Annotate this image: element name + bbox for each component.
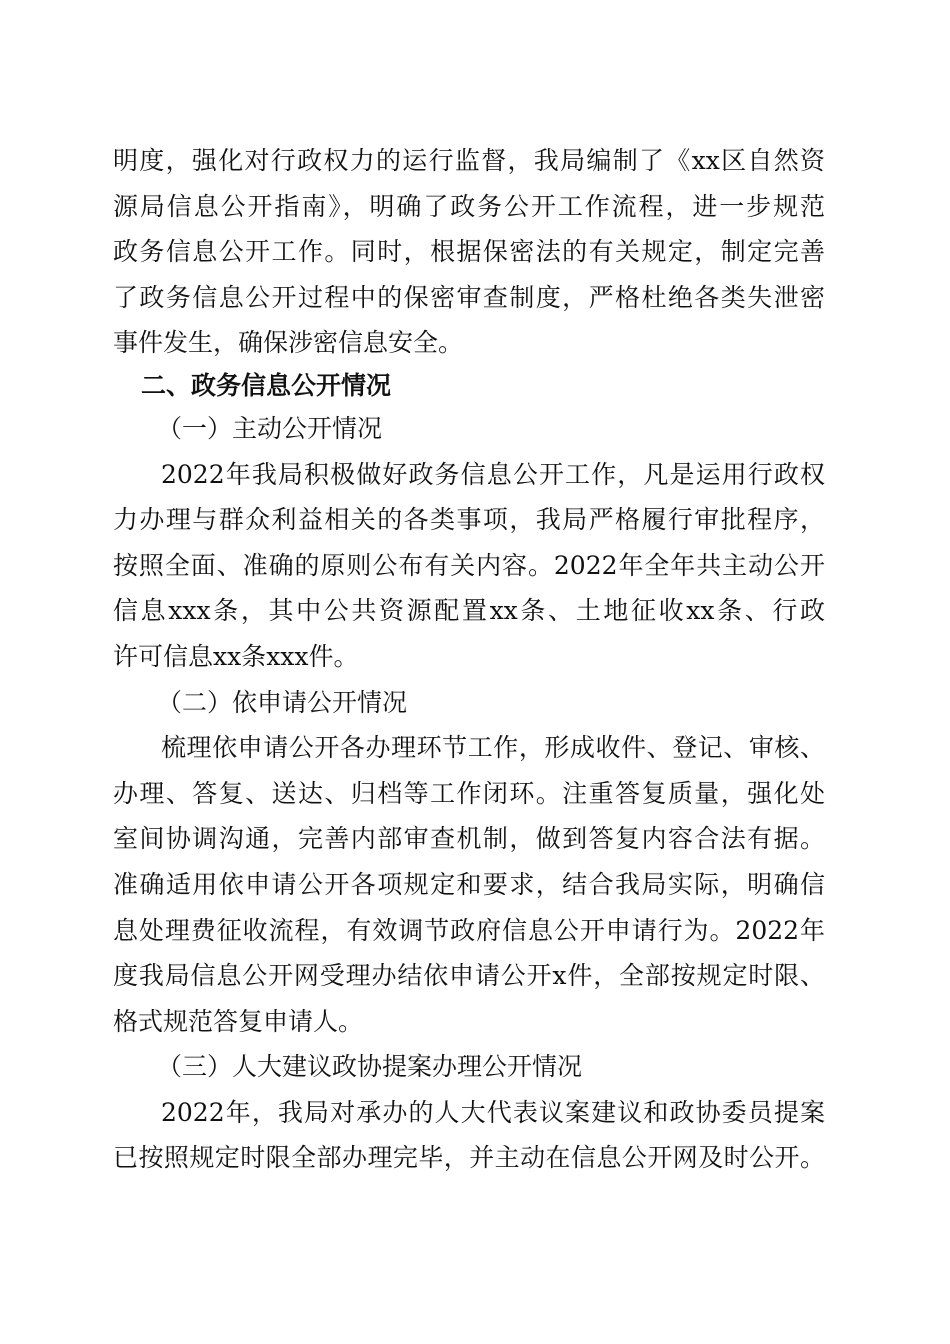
text-line: 息处理费征收流程，有效调节政府信息公开申请行为。2022年: [113, 915, 825, 945]
text-line: 许可信息xx条xxx件。: [113, 641, 359, 671]
text-line: 事件发生，确保涉密信息安全。: [113, 328, 464, 358]
subsection-heading: （三）人大建议政协提案办理公开情况: [157, 1052, 583, 1082]
text-line: 政务信息公开工作。同时，根据保密法的有关规定，制定完善: [113, 237, 825, 267]
text-line: 明度，强化对行政权力的运行监督，我局编制了《xx区自然资: [113, 146, 825, 175]
text-line: 2022年我局积极做好政务信息公开工作，凡是运用行政权: [161, 459, 825, 489]
subsection-heading: （二）依申请公开情况: [157, 687, 408, 717]
text-line: 梳理依申请公开各办理环节工作，形成收件、登记、审核、: [161, 733, 825, 763]
text-line: 室间协调沟通，完善内部审查机制，做到答复内容合法有据。: [113, 824, 825, 854]
text-line: 按照全面、准确的原则公布有关内容。2022年全年共主动公开: [113, 550, 825, 580]
text-line: 办理、答复、送达、归档等工作闭环。注重答复质量，强化处: [113, 778, 825, 808]
text-line: 格式规范答复申请人。: [113, 1006, 364, 1036]
text-line: 度我局信息公开网受理办结依申请公开x件，全部按规定时限、: [113, 961, 825, 991]
section-heading: 二、政务信息公开情况: [141, 370, 392, 400]
text-line: 准确适用依申请公开各项规定和要求，结合我局实际，明确信: [113, 869, 825, 899]
text-line: 信息xxx条，其中公共资源配置xx条、土地征收xx条、行政: [113, 596, 825, 626]
text-line: 源局信息公开指南》，明确了政务公开工作流程，进一步规范: [113, 191, 825, 221]
text-line: 了政务信息公开过程中的保密审查制度，严格杜绝各类失泄密: [113, 282, 825, 312]
text-line: 已按照规定时限全部办理完毕，并主动在信息公开网及时公开。: [113, 1143, 825, 1173]
text-line: 2022年，我局对承办的人大代表议案建议和政协委员提案: [161, 1097, 825, 1127]
document-page: [113, 138, 825, 1181]
subsection-heading: （一）主动公开情况: [157, 413, 383, 443]
text-line: 力办理与群众利益相关的各类事项，我局严格履行审批程序，: [113, 505, 825, 535]
